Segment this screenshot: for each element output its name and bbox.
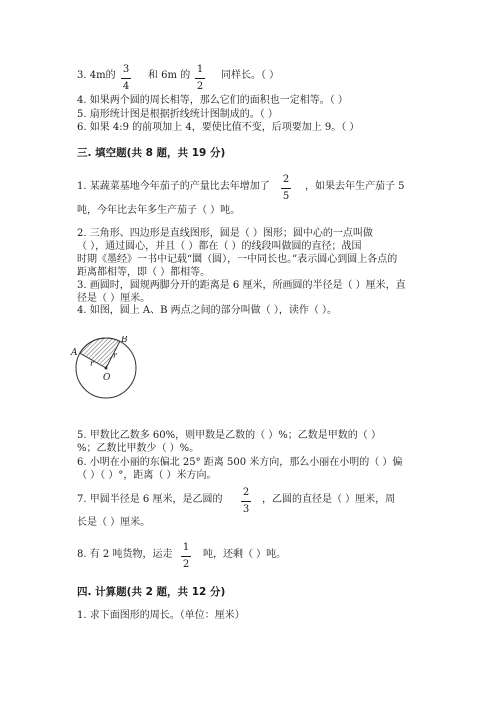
fill-q8-part-b: 吨，还剩（ ）吨。 bbox=[203, 549, 287, 560]
fill-q2-line-3: 时期《墨经》一书中记载“圜（圆），一中同长也。”表示圆心到圆上各点的 bbox=[77, 254, 398, 265]
fill-q6-line-2: （ ）（ ）°，距离（ ）米方向。 bbox=[77, 470, 217, 481]
fill-q5-line-1: 5. 甲数比乙数多 60%，则甲数是乙数的（ ）%；乙数是甲数的（ ） bbox=[77, 430, 381, 441]
fill-q5-line-2: %；乙数比甲数少（ ）%。 bbox=[77, 443, 200, 454]
fill-q7-part-b: ，乙圆的直径是（ ）厘米，周 bbox=[262, 494, 396, 505]
fraction-one-half: 1 2 bbox=[196, 64, 204, 92]
fill-q7-part-a: 7. 甲圆半径是 6 厘米，是乙圆的 bbox=[77, 494, 223, 505]
judge-q6: 6. 如果 4:9 的前项加上 4，要使比值不变，后项要加上 9。（ ） bbox=[77, 122, 360, 133]
fill-q7-part-c: 长是（ ）厘米。 bbox=[77, 517, 151, 528]
fraction-two-thirds: 2 3 bbox=[242, 487, 250, 515]
judge-q3-part-a: 3. 4m的 bbox=[77, 70, 116, 81]
judge-q5: 5. 扇形统计图是根据折线统计图制成的。（ ） bbox=[77, 109, 278, 120]
judge-q3-part-c: 同样长。（ ） bbox=[221, 70, 280, 81]
section-3-title: 三. 填空题(共 8 题，共 19 分) bbox=[77, 147, 226, 159]
fill-q1-part-b: ，如果去年生产茄子 5 bbox=[305, 181, 405, 192]
fraction-one-half-q8: 1 2 bbox=[182, 542, 190, 570]
fraction-three-quarters: 3 4 bbox=[122, 64, 130, 92]
fill-q2-line-1: 2. 三角形、四边形是直线图形，圆是（ ）图形；圆中心的一点叫做 bbox=[77, 228, 373, 239]
fill-q2-line-2: （ ），通过圆心，并且（ ）都在（ ）的线段叫做圆的直径；战国 bbox=[77, 241, 362, 252]
label-r-right: r bbox=[113, 351, 117, 360]
label-a: A bbox=[71, 348, 78, 358]
center-point bbox=[105, 367, 108, 370]
fraction-two-fifths: 2 5 bbox=[282, 174, 290, 202]
label-o: O bbox=[103, 373, 111, 383]
judge-q4: 4. 如果两个圆的周长相等，那么它们的面积也一定相等。（ ） bbox=[77, 95, 348, 106]
fill-q1-part-c: 吨，今年比去年多生产茄子（ ）吨。 bbox=[77, 205, 241, 216]
label-r-left: r bbox=[90, 359, 94, 368]
fill-q3-line-2: 径是（ ）厘米。 bbox=[77, 293, 151, 304]
fill-q3-line-1: 3. 画圆时，圆规两脚分开的距离是 6 厘米，所画圆的半径是（ ）厘米，直 bbox=[77, 280, 406, 291]
fill-q8-part-a: 8. 有 2 吨货物，运走 bbox=[77, 549, 173, 560]
fill-q2-line-4: 距离都相等，即（ ）都相等。 bbox=[77, 267, 211, 278]
calc-q1: 1. 求下面图形的周长。（单位：厘米） bbox=[77, 610, 245, 621]
fill-q1-part-a: 1. 某蔬菜基地今年茄子的产量比去年增加了 bbox=[77, 181, 270, 192]
circle-sector-figure bbox=[68, 336, 144, 406]
label-b: B bbox=[121, 336, 128, 345]
judge-q3-part-b: 和 6m 的 bbox=[148, 70, 191, 81]
fill-q4: 4. 如图，圆上 A、B 两点之间的部分叫做（ ），读作（ ）。 bbox=[77, 305, 338, 316]
fill-q6-line-1: 6. 小明在小丽的东偏北 25° 距离 500 米方向，那么小丽在小明的（ ）偏 bbox=[77, 457, 403, 468]
section-4-title: 四. 计算题(共 2 题，共 12 分) bbox=[77, 586, 226, 598]
